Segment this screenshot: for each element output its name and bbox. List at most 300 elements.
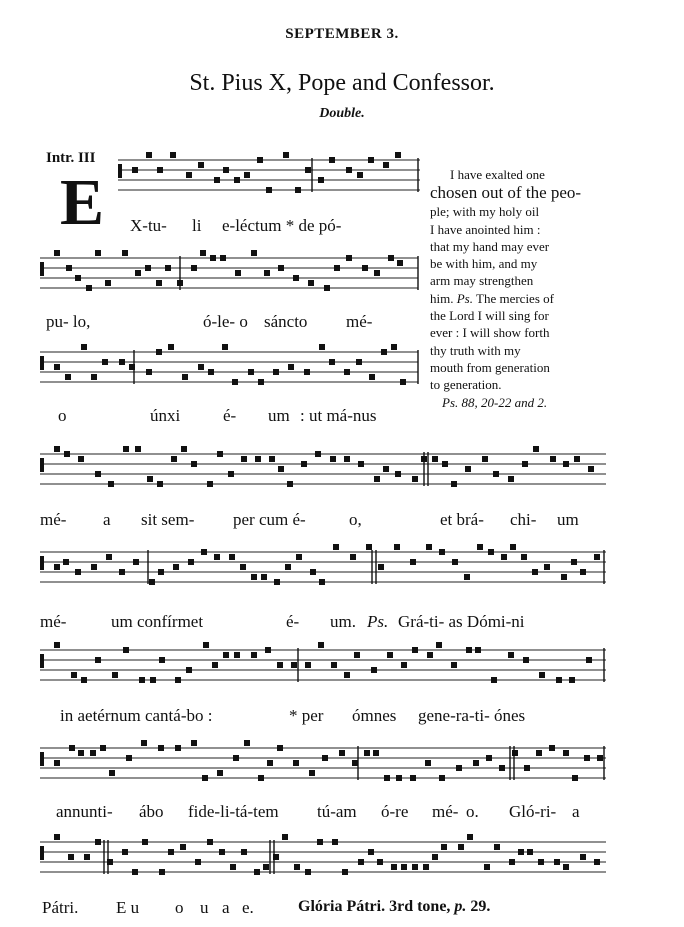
lyric-syllable: annunti- <box>56 802 113 821</box>
neume-note <box>75 275 81 281</box>
neume-note <box>329 157 335 163</box>
neume-note <box>165 265 171 271</box>
chant-staff-4 <box>40 450 606 500</box>
neume-note <box>158 569 164 575</box>
neume-note <box>339 750 345 756</box>
translation-line: to generation. <box>430 377 502 393</box>
neume-note <box>203 642 209 648</box>
neume-note <box>432 854 438 860</box>
neume-note <box>288 364 294 370</box>
neume-note <box>467 834 473 840</box>
c-clef-icon <box>40 654 44 668</box>
neume-note <box>146 152 152 158</box>
neume-note <box>267 760 273 766</box>
neume-note <box>358 461 364 467</box>
neume-note <box>266 187 272 193</box>
neume-note <box>563 750 569 756</box>
neume-note <box>54 564 60 570</box>
lyric-syllable: et brá- <box>440 510 484 529</box>
neume-note <box>133 559 139 565</box>
neume-note <box>527 849 533 855</box>
neume-note <box>69 745 75 751</box>
neume-note <box>499 765 505 771</box>
neume-note <box>332 839 338 845</box>
neume-note <box>64 451 70 457</box>
drop-cap-initial: E <box>60 166 105 239</box>
neume-note <box>170 152 176 158</box>
neume-note <box>377 859 383 865</box>
lyric-syllable: a <box>222 898 230 917</box>
translation-fragment: The mercies of <box>476 290 554 306</box>
neume-note <box>102 359 108 365</box>
neume-note <box>191 265 197 271</box>
lyric-syllable: tú-am <box>317 802 357 821</box>
neume-note <box>494 844 500 850</box>
translation-line: I have exalted one <box>450 167 545 182</box>
neume-note <box>305 869 311 875</box>
neume-note <box>159 869 165 875</box>
neume-note <box>86 285 92 291</box>
neume-note <box>554 859 560 865</box>
neume-note <box>378 564 384 570</box>
neume-note <box>412 476 418 482</box>
neume-note <box>293 275 299 281</box>
neume-note <box>291 662 297 668</box>
neume-note <box>352 760 358 766</box>
neume-note <box>452 559 458 565</box>
lyric-syllable: únxi <box>150 406 181 425</box>
neume-note <box>265 647 271 653</box>
neume-note <box>524 765 530 771</box>
neume-note <box>240 564 246 570</box>
neume-note <box>426 544 432 550</box>
neume-note <box>100 745 106 751</box>
neume-note <box>563 461 569 467</box>
neume-note <box>310 569 316 575</box>
neume-note <box>210 255 216 261</box>
neume-note <box>188 559 194 565</box>
lyric-syllable: gene-ra-ti- ónes <box>418 706 526 725</box>
neume-note <box>241 849 247 855</box>
neume-note <box>369 374 375 380</box>
neume-note <box>512 750 518 756</box>
c-clef-icon <box>118 164 122 178</box>
neume-note <box>175 677 181 683</box>
neume-note <box>594 554 600 560</box>
neume-note <box>319 344 325 350</box>
neume-note <box>81 344 87 350</box>
neume-note <box>132 167 138 173</box>
neume-note <box>171 456 177 462</box>
translation-line: mouth from generation <box>430 359 550 375</box>
neume-note <box>350 554 356 560</box>
neume-note <box>145 265 151 271</box>
neume-note <box>538 859 544 865</box>
neume-note <box>584 755 590 761</box>
neume-note <box>362 265 368 271</box>
neume-note <box>475 647 481 653</box>
lyric-syllable: e-léctum * de pó- <box>222 216 342 235</box>
neume-note <box>544 564 550 570</box>
neume-note <box>387 652 393 658</box>
neume-note <box>54 834 60 840</box>
lyric-syllable: chi- <box>510 510 537 529</box>
neume-note <box>549 745 555 751</box>
neume-note <box>466 647 472 653</box>
neume-note <box>410 559 416 565</box>
neume-note <box>182 374 188 380</box>
lyric-syllable: pu- lo, <box>46 312 91 331</box>
feast-title: St. Pius X, Pope and Confessor. <box>189 70 495 96</box>
neume-note <box>342 869 348 875</box>
neume-note <box>139 677 145 683</box>
translation-fragment: him. <box>430 290 454 306</box>
translation-line: ever : I will show forth <box>430 325 550 341</box>
neume-note <box>509 859 515 865</box>
neume-note <box>212 662 218 668</box>
lyric-syllable: o <box>58 406 67 425</box>
neume-note <box>597 755 603 761</box>
neume-note <box>54 760 60 766</box>
lyric-syllable: per cum é- <box>233 510 306 529</box>
neume-note <box>186 172 192 178</box>
neume-note <box>574 456 580 462</box>
neume-note <box>81 677 87 683</box>
lyric-syllable: : ut má-nus <box>300 406 377 425</box>
translation-line: the Lord I will sing for <box>430 308 549 324</box>
neume-note <box>251 652 257 658</box>
neume-note <box>441 844 447 850</box>
neume-note <box>78 750 84 756</box>
neume-note <box>142 839 148 845</box>
lyric-syllable: in aetérnum cantá-bo : <box>60 706 213 725</box>
chant-staff-3 <box>40 348 418 398</box>
neume-note <box>195 859 201 865</box>
lyric-syllable: fide-li-tá-tem <box>188 802 279 821</box>
neume-note <box>263 864 269 870</box>
neume-note <box>571 559 577 565</box>
neume-note <box>318 177 324 183</box>
neume-note <box>198 162 204 168</box>
neume-note <box>214 177 220 183</box>
neume-note <box>395 471 401 477</box>
neume-note <box>388 255 394 261</box>
neume-note <box>261 574 267 580</box>
neume-note <box>384 775 390 781</box>
neume-note <box>427 652 433 658</box>
neume-note <box>439 549 445 555</box>
lyric-syllable: é- <box>223 406 237 425</box>
neume-note <box>371 667 377 673</box>
neume-note <box>401 864 407 870</box>
neume-note <box>508 652 514 658</box>
neume-note <box>333 544 339 550</box>
lyric-syllable: sit sem- <box>141 510 195 529</box>
neume-note <box>556 677 562 683</box>
neume-note <box>464 574 470 580</box>
neume-note <box>295 187 301 193</box>
neume-note <box>318 642 324 648</box>
neume-note <box>84 854 90 860</box>
c-clef-icon <box>40 846 44 860</box>
lyric-syllable: ábo <box>139 802 164 821</box>
neume-note <box>594 859 600 865</box>
neume-note <box>78 456 84 462</box>
translation-line: arm may strengthen <box>430 273 534 289</box>
neume-note <box>65 374 71 380</box>
lyric-syllable: X-tu- <box>130 216 167 235</box>
neume-note <box>477 544 483 550</box>
neume-note <box>122 250 128 256</box>
neume-note <box>123 647 129 653</box>
neume-note <box>232 379 238 385</box>
neume-note <box>301 461 307 467</box>
neume-note <box>482 456 488 462</box>
neume-note <box>241 456 247 462</box>
neume-note <box>330 456 336 462</box>
neume-note <box>550 456 556 462</box>
neume-note <box>346 167 352 173</box>
neume-note <box>123 446 129 452</box>
page-header: SEPTEMBER 3. <box>285 26 399 42</box>
neume-note <box>54 642 60 648</box>
neume-note <box>391 344 397 350</box>
neume-note <box>54 250 60 256</box>
psalm-citation: Ps. 88, 20-22 and 2. <box>442 394 548 410</box>
neume-note <box>251 250 257 256</box>
neume-note <box>254 869 260 875</box>
neume-note <box>283 152 289 158</box>
neume-note <box>381 349 387 355</box>
lyric-syllable: a <box>103 510 111 529</box>
neume-note <box>112 672 118 678</box>
neume-note <box>122 849 128 855</box>
neume-note <box>296 554 302 560</box>
neume-note <box>132 869 138 875</box>
neume-note <box>309 770 315 776</box>
translation-line: ple; with my holy oil <box>430 204 540 220</box>
neume-note <box>228 471 234 477</box>
neume-note <box>119 569 125 575</box>
neume-note <box>90 750 96 756</box>
neume-note <box>319 579 325 585</box>
neume-note <box>293 760 299 766</box>
neume-note <box>214 554 220 560</box>
translation-line: that my hand may ever <box>430 238 550 254</box>
neume-note <box>308 280 314 286</box>
translation-line: I have anointed him : <box>430 221 541 237</box>
neume-note <box>264 270 270 276</box>
lyric-syllable: a <box>572 802 580 821</box>
neume-note <box>357 172 363 178</box>
neume-note <box>344 672 350 678</box>
lyric-syllable: mé- <box>40 612 67 631</box>
translation-line-with-psalm <box>430 290 608 307</box>
lyric-syllable: um <box>557 510 579 529</box>
neume-note <box>488 549 494 555</box>
neume-note <box>425 760 431 766</box>
neume-note <box>191 740 197 746</box>
neume-note <box>91 374 97 380</box>
neume-note <box>75 569 81 575</box>
neume-note <box>315 451 321 457</box>
c-clef-icon <box>40 262 44 276</box>
neume-note <box>119 359 125 365</box>
neume-note <box>105 280 111 286</box>
neume-note <box>344 456 350 462</box>
neume-note <box>287 481 293 487</box>
neume-note <box>208 369 214 375</box>
translation-line: be with him, and my <box>430 256 538 272</box>
c-clef-icon <box>40 752 44 766</box>
neume-note <box>356 359 362 365</box>
lyric-syllable: mé- <box>432 802 459 821</box>
neume-note <box>149 579 155 585</box>
neume-note <box>66 265 72 271</box>
neume-note <box>401 662 407 668</box>
neume-note <box>569 677 575 683</box>
neume-note <box>317 839 323 845</box>
neume-note <box>410 775 416 781</box>
neume-note <box>439 775 445 781</box>
neume-note <box>251 574 257 580</box>
neume-note <box>235 270 241 276</box>
neume-note <box>135 270 141 276</box>
neume-note <box>501 554 507 560</box>
lyric-syllable: mé- <box>40 510 67 529</box>
neume-note <box>207 839 213 845</box>
neume-note <box>180 844 186 850</box>
lyric-syllable: sáncto <box>264 312 308 331</box>
neume-note <box>157 167 163 173</box>
neume-note <box>54 364 60 370</box>
neume-note <box>451 662 457 668</box>
c-clef-icon <box>40 556 44 570</box>
neume-note <box>248 369 254 375</box>
c-clef-icon <box>40 356 44 370</box>
chant-staff-7 <box>40 744 606 794</box>
psalm-abbrev: Ps. <box>456 290 473 306</box>
neume-note <box>400 379 406 385</box>
neume-note <box>395 152 401 158</box>
neume-note <box>186 667 192 673</box>
neume-note <box>201 549 207 555</box>
neume-note <box>141 740 147 746</box>
neume-note <box>258 379 264 385</box>
neume-note <box>95 839 101 845</box>
lyric-syllable: um. <box>330 612 356 631</box>
lyric-syllable: ó-re <box>381 802 409 821</box>
neume-note <box>278 265 284 271</box>
neume-note <box>106 554 112 560</box>
neume-note <box>278 466 284 472</box>
neume-note <box>68 854 74 860</box>
gloria-reference-text: Glória Pátri. 3rd tone, <box>298 898 451 915</box>
translation-line: chosen out of the peo- <box>430 183 582 203</box>
neume-note <box>277 662 283 668</box>
neume-note <box>159 657 165 663</box>
neume-note <box>294 864 300 870</box>
lyric-syllable: * per <box>289 706 324 725</box>
neume-note <box>234 177 240 183</box>
neume-note <box>374 476 380 482</box>
neume-note <box>230 864 236 870</box>
neume-note <box>329 359 335 365</box>
lyric-syllable: Pátri. <box>42 898 79 917</box>
neume-note <box>257 157 263 163</box>
neume-note <box>173 564 179 570</box>
lyric-syllable: li <box>192 216 202 235</box>
neume-note <box>493 471 499 477</box>
lyric-syllable: Grá-ti- as Dómi-ni <box>398 612 525 631</box>
neume-note <box>412 864 418 870</box>
neume-note <box>358 859 364 865</box>
neume-note <box>510 544 516 550</box>
neume-note <box>366 544 372 550</box>
neume-note <box>586 657 592 663</box>
neume-note <box>54 446 60 452</box>
lyric-syllable: é- <box>286 612 300 631</box>
neume-note <box>191 461 197 467</box>
page-number: 29. <box>470 898 491 915</box>
neume-note <box>229 554 235 560</box>
neume-note <box>207 481 213 487</box>
neume-note <box>354 652 360 658</box>
translation-line: thy truth with my <box>430 342 521 358</box>
lyric-syllable: E u <box>116 898 140 917</box>
feast-rank: Double. <box>319 106 365 121</box>
neume-note <box>539 672 545 678</box>
neume-note <box>473 760 479 766</box>
neume-note <box>255 456 261 462</box>
chant-staff-8 <box>40 838 606 888</box>
neume-note <box>368 157 374 163</box>
neume-note <box>563 864 569 870</box>
lyric-syllable: o, <box>349 510 362 529</box>
neume-note <box>536 750 542 756</box>
neume-note <box>200 250 206 256</box>
neume-note <box>274 579 280 585</box>
lyric-syllable: ó-le- o <box>203 312 248 331</box>
neume-note <box>95 250 101 256</box>
neume-note <box>285 564 291 570</box>
neume-note <box>456 765 462 771</box>
translation-column <box>430 166 608 411</box>
neume-note <box>373 750 379 756</box>
neume-note <box>521 554 527 560</box>
neume-note <box>305 662 311 668</box>
neume-note <box>168 344 174 350</box>
neume-note <box>458 844 464 850</box>
neume-note <box>244 740 250 746</box>
neume-note <box>273 369 279 375</box>
neume-note <box>396 775 402 781</box>
lyric-syllable: o <box>175 898 184 917</box>
neume-note <box>150 677 156 683</box>
neume-note <box>518 849 524 855</box>
lyric-syllable: ómnes <box>352 706 397 725</box>
neume-note <box>572 775 578 781</box>
neume-note <box>383 466 389 472</box>
neume-note <box>126 755 132 761</box>
introit-mark: Intr. III <box>46 150 96 166</box>
neume-note <box>322 755 328 761</box>
neume-note <box>95 471 101 477</box>
chant-staff-1 <box>118 156 420 206</box>
neume-note <box>135 446 141 452</box>
neume-note <box>282 834 288 840</box>
neume-note <box>523 657 529 663</box>
